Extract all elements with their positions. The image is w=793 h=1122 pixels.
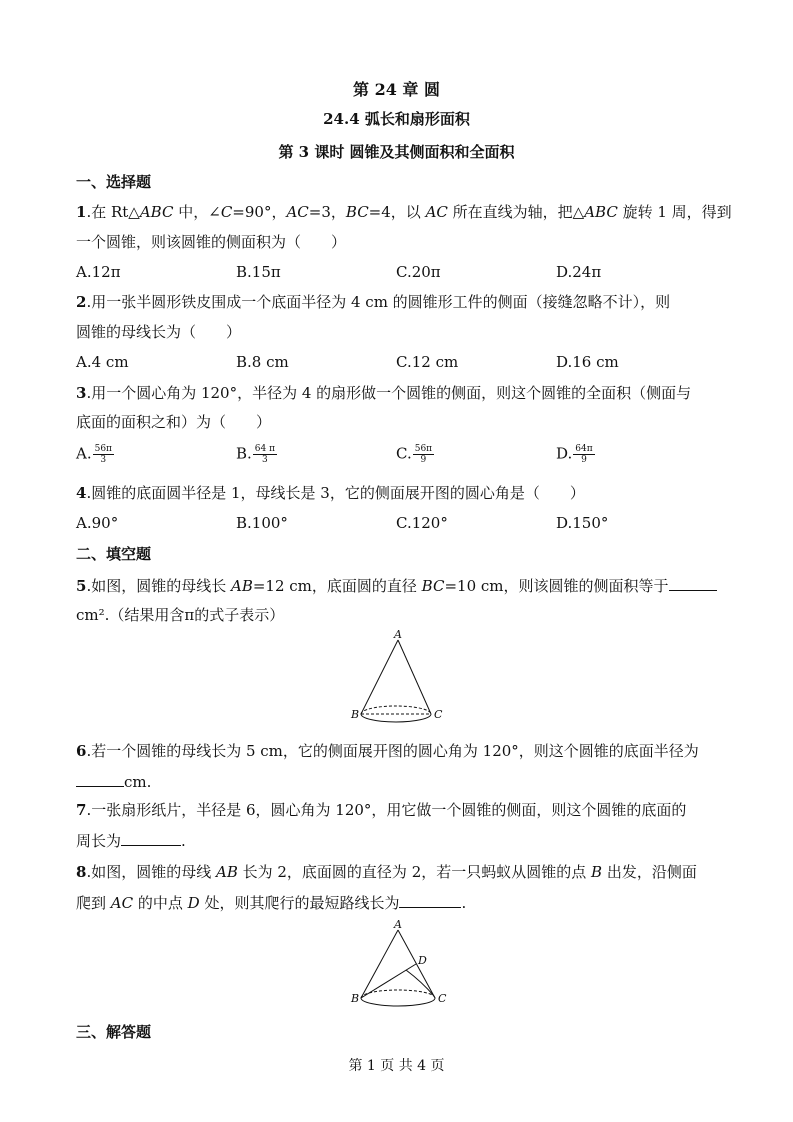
- cone-figure-1: [340, 628, 460, 728]
- q8-var: B: [591, 863, 603, 881]
- generatrix-ab: [361, 640, 398, 714]
- fraction: [413, 444, 434, 465]
- numerator: 56π: [94, 444, 112, 454]
- q1-text: 旋转 1 周，得到: [617, 203, 732, 221]
- question-6: [76, 741, 718, 761]
- q8-var: D: [187, 894, 200, 912]
- point-b-label: B: [351, 708, 360, 721]
- numerator: 64 π: [254, 444, 276, 454]
- option-d: D.16 cm: [556, 353, 619, 371]
- option-c: C.20π: [396, 263, 441, 281]
- point-a-label: A: [394, 918, 402, 931]
- q8-text: 处，则其爬行的最短路线长为: [199, 894, 400, 912]
- q4-text: .圆锥的底面圆半径是 1，母线长是 3，它的侧面展开图的圆心角是（ ）: [86, 484, 585, 502]
- question-number: 8: [76, 863, 87, 881]
- section-heading-answer: 三、解答题: [76, 1023, 152, 1041]
- question-number: 1: [76, 203, 87, 221]
- question-number: 7: [76, 801, 87, 819]
- section-title: 24.4 弧长和扇形面积: [323, 110, 470, 128]
- denominator: 9: [581, 455, 587, 465]
- base-front-arc: [361, 714, 431, 722]
- question-3-line-2: 底面的面积之和）为（ ）: [76, 413, 272, 431]
- base-back-arc: [361, 706, 431, 714]
- fraction: [573, 444, 594, 465]
- point-c-label: C: [434, 708, 443, 721]
- question-2-options: [76, 353, 718, 377]
- q7-text: 周长为: [76, 832, 122, 850]
- option-a: A.12π: [76, 263, 121, 281]
- q1-text: =90°，: [232, 203, 287, 221]
- q1-text: .在 Rt△: [86, 203, 140, 221]
- question-number: 3: [76, 384, 87, 402]
- question-1-line-2: 一个圆锥，则该圆锥的侧面积为（ ）: [76, 233, 347, 251]
- option-a: A.4 cm: [76, 353, 129, 371]
- point-c-label: C: [438, 992, 447, 1005]
- q3-text: .用一个圆心角为 120°，半径为 4 的扇形做一个圆锥的侧面，则这个圆锥的全面积（侧面与: [86, 384, 692, 402]
- q1-text: =4，以: [368, 203, 426, 221]
- question-2: [76, 292, 718, 312]
- chapter-title: 第 24 章 圆: [353, 80, 440, 99]
- generatrix-ac: [398, 930, 435, 998]
- answer-blank: [399, 892, 461, 908]
- question-3-options: [76, 444, 718, 474]
- q1-var: C: [220, 203, 233, 221]
- q8-text: 长为 2，底面圆的直径为 2，若一只蚂蚁从圆锥的点: [237, 863, 592, 881]
- question-number: 5: [76, 577, 87, 595]
- option-label: A.: [76, 444, 92, 463]
- option-label: D.: [556, 444, 573, 463]
- question-1-options: [76, 263, 718, 287]
- q1-var: ABC: [584, 203, 618, 221]
- question-8: [76, 862, 718, 882]
- ant-path-curve: [361, 964, 416, 998]
- option-d: D.24π: [556, 263, 602, 281]
- section-heading-fill: 二、填空题: [76, 545, 152, 563]
- question-5-line-2: cm².（结果用含π的式子表示）: [76, 606, 285, 624]
- numerator: 56π: [414, 444, 433, 454]
- q8-text: 的中点: [133, 894, 188, 912]
- q1-text: =3，: [308, 203, 346, 221]
- cone-figure-2: [340, 918, 460, 1012]
- option-c: [396, 444, 434, 465]
- q1-text: 中，∠: [173, 203, 221, 221]
- question-3: [76, 383, 718, 403]
- q8-text: .如图，圆锥的母线: [86, 863, 216, 881]
- q8-var: AB: [215, 863, 238, 881]
- question-6-line-2: [76, 771, 718, 792]
- option-b: [236, 444, 277, 465]
- question-number: 2: [76, 293, 87, 311]
- fraction: [93, 444, 114, 465]
- numerator: 64π: [575, 444, 593, 454]
- q5-text: =12 cm，底面圆的直径: [252, 577, 422, 595]
- question-5: [76, 575, 718, 596]
- q5-var: AB: [230, 577, 253, 595]
- answer-blank: [76, 771, 124, 787]
- base-front-arc: [361, 998, 435, 1006]
- option-b: B.15π: [236, 263, 281, 281]
- question-7-line-2: [76, 830, 718, 851]
- option-label: B.: [236, 444, 252, 463]
- fraction: [253, 444, 277, 465]
- q2-text: .用一张半圆形铁皮围成一个底面半径为 4 cm 的圆锥形工件的侧面（接缝忽略不计），则: [86, 293, 671, 311]
- answer-blank: [121, 830, 181, 846]
- q1-var: ABC: [139, 203, 174, 221]
- q1-var: AC: [286, 203, 309, 221]
- option-a: [76, 444, 114, 465]
- question-8-line-2: [76, 892, 718, 913]
- q5-text: .如图，圆锥的母线长: [86, 577, 231, 595]
- q5-var: BC: [421, 577, 445, 595]
- option-b: B.100°: [236, 514, 288, 532]
- q8-text: .: [461, 894, 467, 912]
- denominator: 3: [262, 455, 268, 465]
- point-b-label: B: [351, 992, 360, 1005]
- section-heading-choice: 一、选择题: [76, 173, 152, 191]
- q6-text: cm.: [124, 773, 152, 791]
- question-1: [76, 202, 732, 222]
- point-d-label: D: [418, 954, 427, 967]
- point-a-label: A: [394, 628, 402, 641]
- q6-text: .若一个圆锥的母线长为 5 cm，它的侧面展开图的圆心角为 120°，则这个圆锥的底面半径为: [86, 742, 699, 760]
- question-number: 4: [76, 484, 87, 502]
- option-d: [556, 444, 595, 465]
- question-7: [76, 800, 718, 820]
- q8-var: AC: [110, 894, 134, 912]
- question-4-options: [76, 514, 718, 538]
- cone-fold-curve: [406, 970, 434, 996]
- lesson-title: 第 3 课时 圆锥及其侧面积和全面积: [278, 143, 515, 161]
- denominator: 9: [420, 455, 427, 465]
- generatrix-ac: [398, 640, 431, 714]
- answer-blank: [669, 575, 717, 591]
- q1-var: BC: [345, 203, 369, 221]
- option-c: C.12 cm: [396, 353, 459, 371]
- question-2-line-2: 圆锥的母线长为（ ）: [76, 323, 242, 341]
- option-a: A.90°: [76, 514, 119, 532]
- q8-text: 爬到: [76, 894, 111, 912]
- denominator: 3: [100, 455, 107, 465]
- q1-var: AC: [425, 203, 448, 221]
- option-b: B.8 cm: [236, 353, 289, 371]
- option-c: C.120°: [396, 514, 448, 532]
- question-number: 6: [76, 742, 87, 760]
- q7-text: .一张扇形纸片，半径是 6，圆心角为 120°，用它做一个圆锥的侧面，则这个圆锥的底面的: [86, 801, 687, 819]
- q1-text: 所在直线为轴，把△: [447, 203, 585, 221]
- question-4: [76, 483, 718, 503]
- option-d: D.150°: [556, 514, 609, 532]
- page-footer: 第 1 页 共 4 页: [348, 1058, 445, 1074]
- q5-text: =10 cm，则该圆锥的侧面积等于: [444, 577, 669, 595]
- q8-text: 出发，沿侧面: [602, 863, 697, 881]
- option-label: C.: [396, 444, 412, 463]
- q7-text: .: [181, 832, 186, 850]
- generatrix-ab: [361, 930, 398, 998]
